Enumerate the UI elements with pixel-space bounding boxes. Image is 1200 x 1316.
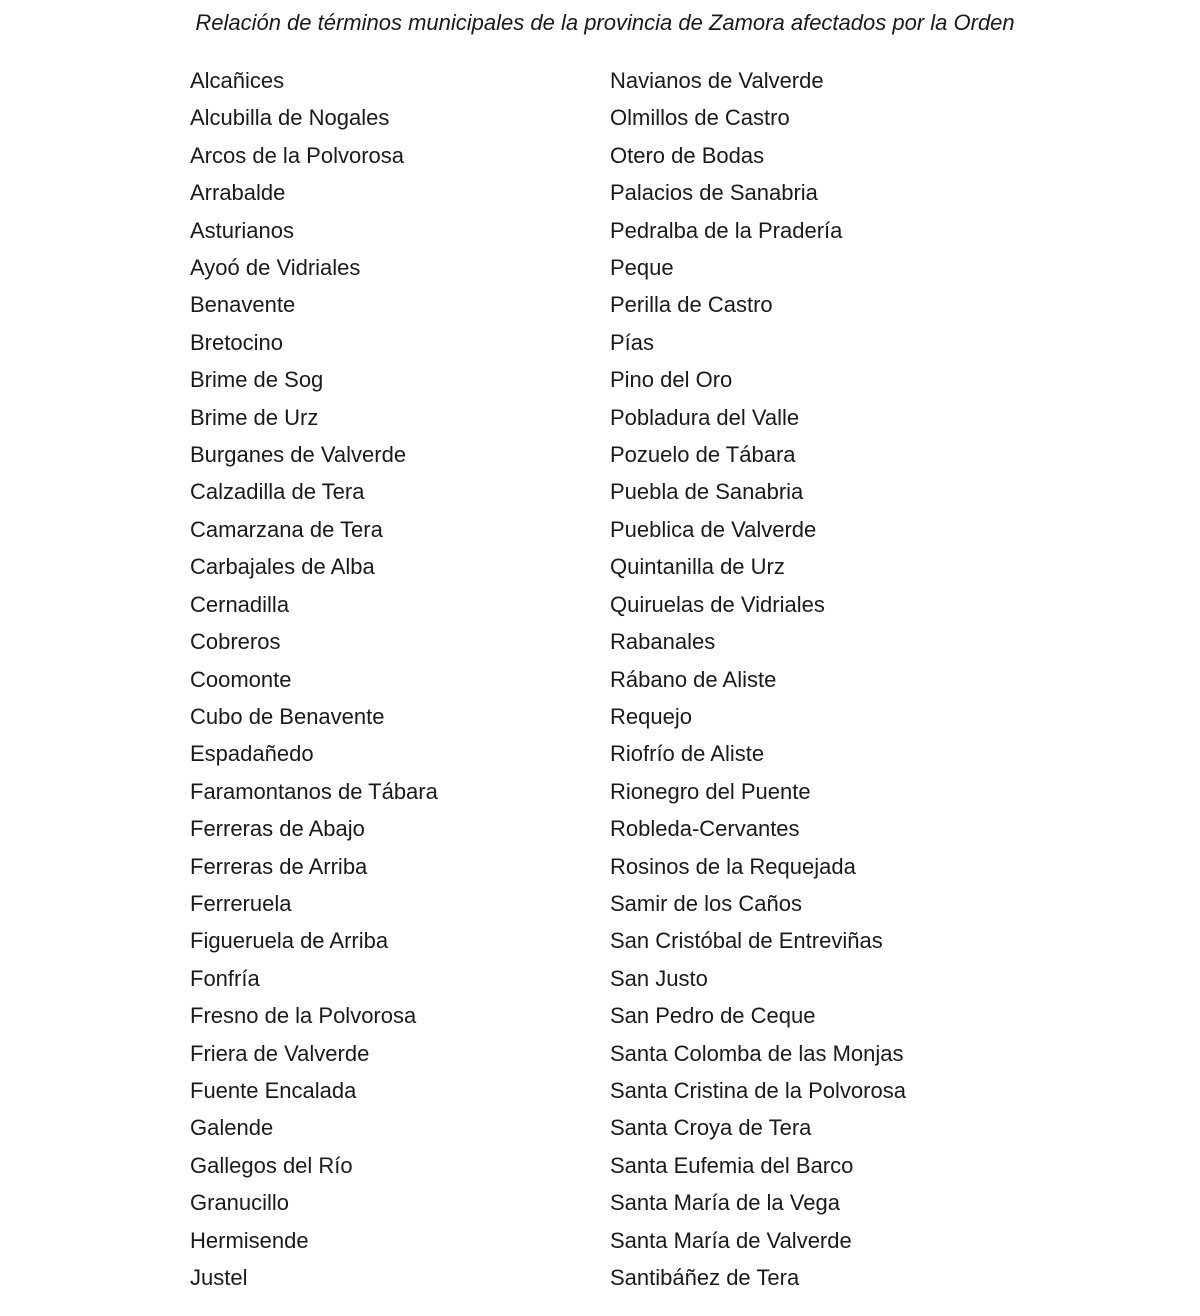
municipality-item: Ferreras de Abajo [190, 816, 365, 842]
municipality-item: Santibáñez de Tera [610, 1265, 800, 1290]
municipality-item: Gallegos del Río [190, 1152, 353, 1178]
municipality-item: Santa Croya de Tera [610, 1115, 812, 1141]
municipality-item: Granucillo [190, 1190, 290, 1216]
municipality-item: Quiruelas de Vidriales [610, 591, 825, 617]
municipality-list-left [190, 62, 438, 1296]
municipality-list-right [610, 62, 906, 1296]
municipality-item: Samir de los Caños [610, 890, 802, 916]
municipality-item: Espadañedo [190, 741, 314, 767]
municipality-item: San Pedro de Ceque [610, 1003, 816, 1029]
page-title: Relación de términos municipales de la provincia de Zamora afectados por la Orden [195, 10, 1015, 35]
municipality-item: Palacios de Sanabria [610, 180, 818, 206]
municipality-item: Arrabalde [190, 180, 286, 206]
municipality-item: Fresno de la Polvorosa [190, 1003, 417, 1029]
municipality-item: Cobreros [190, 629, 281, 655]
municipality-item: Riofrío de Aliste [610, 741, 765, 767]
municipality-item: Cernadilla [190, 591, 290, 617]
municipality-item: Coomonte [190, 666, 292, 692]
municipality-item: Brime de Sog [190, 367, 324, 393]
municipality-item: Santa Cristina de la Polvorosa [610, 1077, 906, 1103]
municipality-item: Arcos de la Polvorosa [190, 142, 404, 168]
municipality-item: Olmillos de Castro [610, 105, 790, 131]
municipality-item: Rosinos de la Requejada [610, 853, 856, 879]
municipality-item: Pobladura del Valle [610, 404, 800, 430]
municipality-item: Pino del Oro [610, 367, 733, 393]
municipality-item: Peque [610, 255, 674, 281]
municipality-item: Carbajales de Alba [190, 554, 375, 580]
municipality-item: Rionegro del Puente [610, 778, 811, 804]
municipality-item: Figueruela de Arriba [190, 928, 389, 954]
municipality-item: Alcañices [190, 68, 285, 93]
municipality-item: Otero de Bodas [610, 142, 765, 168]
municipality-item: Cubo de Benavente [190, 703, 385, 729]
municipality-item: Pías [610, 329, 655, 355]
municipality-item: Puebla de Sanabria [610, 479, 804, 505]
municipality-item: Ayoó de Vidriales [190, 255, 361, 281]
municipality-item: Requejo [610, 703, 692, 729]
municipality-item: Ferreruela [190, 890, 292, 916]
municipality-item: Navianos de Valverde [610, 68, 824, 93]
municipality-item: Brime de Urz [190, 404, 319, 430]
municipality-item: Asturianos [190, 217, 294, 243]
municipality-item: Santa María de la Vega [610, 1190, 840, 1216]
municipality-item: Quintanilla de Urz [610, 554, 785, 580]
municipality-item: Calzadilla de Tera [190, 479, 365, 505]
municipality-item: Robleda-Cervantes [610, 816, 800, 842]
municipality-item: Friera de Valverde [190, 1040, 370, 1066]
municipality-item: Hermisende [190, 1227, 309, 1253]
municipality-item: San Justo [610, 965, 708, 991]
municipality-item: Pozuelo de Tábara [610, 442, 796, 468]
municipality-item: Fonfría [190, 965, 260, 991]
municipality-item: Santa Colomba de las Monjas [610, 1040, 904, 1066]
municipality-item: Ferreras de Arriba [190, 853, 368, 879]
municipality-item: Galende [190, 1115, 274, 1141]
municipality-item: Benavente [190, 292, 296, 318]
municipality-item: Santa María de Valverde [610, 1227, 852, 1253]
municipality-item: Santa Eufemia del Barco [610, 1152, 854, 1178]
municipality-item: San Cristóbal de Entreviñas [610, 928, 883, 954]
municipality-item: Alcubilla de Nogales [190, 105, 390, 131]
municipality-item: Faramontanos de Tábara [190, 778, 438, 804]
municipality-item: Fuente Encalada [190, 1077, 357, 1103]
municipality-item: Pedralba de la Pradería [610, 217, 843, 243]
municipality-item: Bretocino [190, 329, 283, 355]
municipality-item: Pueblica de Valverde [610, 516, 817, 542]
municipality-item: Camarzana de Tera [190, 516, 383, 542]
municipality-item: Rábano de Aliste [610, 666, 777, 692]
municipality-item: Rabanales [610, 629, 716, 655]
municipality-item: Perilla de Castro [610, 292, 773, 318]
municipality-item: Burganes de Valverde [190, 442, 407, 468]
municipality-item: Justel [190, 1265, 248, 1290]
